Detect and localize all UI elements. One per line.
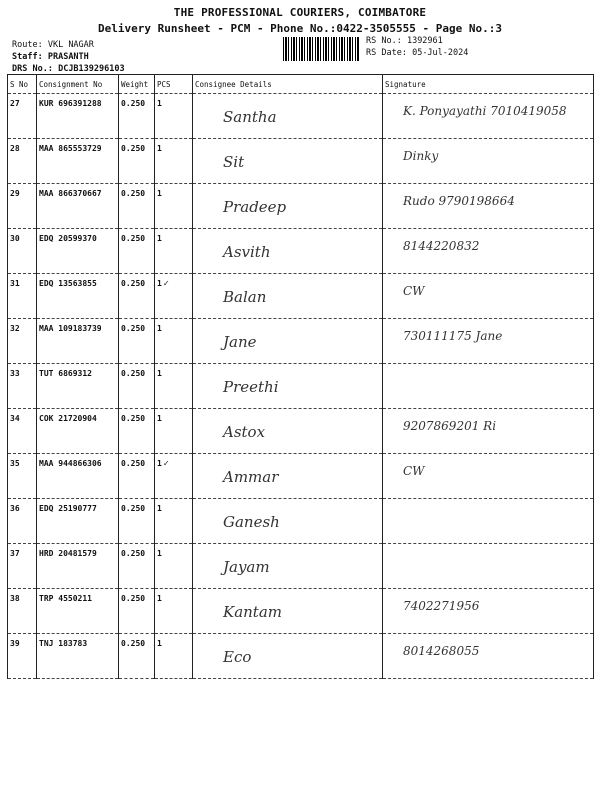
row-pcs xyxy=(155,319,193,364)
signature-handwriting: 8014268055 xyxy=(403,644,480,658)
pcs-value: 1 xyxy=(157,99,162,108)
row-consignee xyxy=(193,454,383,499)
row-sno: 29 xyxy=(8,184,37,229)
row-sno: 30 xyxy=(8,229,37,274)
signature-handwriting: Rudo 9790198664 xyxy=(403,194,515,208)
row-signature xyxy=(383,544,594,589)
row-signature xyxy=(383,274,594,319)
table-row xyxy=(8,454,594,499)
pcs-value: 1 xyxy=(157,279,162,288)
col-consignment: Consignment No xyxy=(37,75,119,94)
row-signature xyxy=(383,364,594,409)
row-sno: 28 xyxy=(8,139,37,184)
row-weight: 0.250 xyxy=(119,409,155,454)
signature-handwriting: 8144220832 xyxy=(403,239,480,253)
pcs-value: 1 xyxy=(157,414,162,423)
pcs-value: 1 xyxy=(157,369,162,378)
row-consignee xyxy=(193,139,383,184)
row-weight: 0.250 xyxy=(119,589,155,634)
row-pcs xyxy=(155,634,193,679)
table-row xyxy=(8,409,594,454)
check-mark-icon: ✓ xyxy=(162,279,170,288)
row-signature xyxy=(383,94,594,139)
row-pcs xyxy=(155,94,193,139)
consignee-handwriting: Jane xyxy=(223,333,257,351)
consignee-handwriting: Balan xyxy=(223,288,267,306)
drs-label: DRS No.: xyxy=(12,64,53,74)
row-consignment-no: MAA 865553729 xyxy=(37,139,119,184)
row-pcs xyxy=(155,184,193,229)
row-pcs xyxy=(155,229,193,274)
row-consignee xyxy=(193,544,383,589)
row-weight: 0.250 xyxy=(119,544,155,589)
row-weight: 0.250 xyxy=(119,634,155,679)
row-consignment-no: MAA 866370667 xyxy=(37,184,119,229)
table-row xyxy=(8,589,594,634)
check-mark-icon: ✓ xyxy=(162,459,170,468)
row-pcs xyxy=(155,364,193,409)
pcs-value: 1 xyxy=(157,144,162,153)
row-signature xyxy=(383,499,594,544)
table-row xyxy=(8,634,594,679)
row-consignment-no: KUR 696391288 xyxy=(37,94,119,139)
pcs-value: 1 xyxy=(157,324,162,333)
row-consignment-no: EDQ 20599370 xyxy=(37,229,119,274)
row-sno: 35 xyxy=(8,454,37,499)
row-consignment-no: TRP 4550211 xyxy=(37,589,119,634)
table-row xyxy=(8,364,594,409)
consignee-handwriting: Pradeep xyxy=(223,198,287,216)
table-row xyxy=(8,499,594,544)
row-signature xyxy=(383,634,594,679)
row-weight: 0.250 xyxy=(119,94,155,139)
row-weight: 0.250 xyxy=(119,229,155,274)
pcs-value: 1 xyxy=(157,459,162,468)
staff-row xyxy=(12,52,89,62)
row-pcs xyxy=(155,544,193,589)
row-weight: 0.250 xyxy=(119,499,155,544)
row-pcs xyxy=(155,499,193,544)
row-consignee xyxy=(193,319,383,364)
staff-value: PRASANTH xyxy=(47,52,89,62)
row-consignment-no: COK 21720904 xyxy=(37,409,119,454)
pcs-value: 1 xyxy=(157,549,162,558)
consignee-handwriting: Ganesh xyxy=(223,513,280,531)
row-consignment-no: MAA 109183739 xyxy=(37,319,119,364)
row-weight: 0.250 xyxy=(119,319,155,364)
row-weight: 0.250 xyxy=(119,364,155,409)
page-subtitle: Delivery Runsheet - PCM - Phone No.:0422-3505555 - Page No.:3 xyxy=(98,22,502,35)
pcs-value: 1 xyxy=(157,504,162,513)
row-consignee xyxy=(193,364,383,409)
col-weight: Weight xyxy=(119,75,155,94)
header-row xyxy=(8,75,594,94)
row-consignee xyxy=(193,499,383,544)
row-signature xyxy=(383,409,594,454)
table-row xyxy=(8,184,594,229)
signature-handwriting: CW xyxy=(403,464,425,478)
runsheet-table xyxy=(7,74,594,679)
row-consignee xyxy=(193,634,383,679)
col-sno: S No xyxy=(8,75,37,94)
row-consignment-no: MAA 944866306 xyxy=(37,454,119,499)
route-row xyxy=(12,40,94,50)
pcs-value: 1 xyxy=(157,189,162,198)
consignee-handwriting: Ammar xyxy=(223,468,279,486)
table-body xyxy=(8,94,594,679)
consignee-handwriting: Santha xyxy=(223,108,277,126)
page-title: THE PROFESSIONAL COURIERS, COIMBATORE xyxy=(173,6,427,19)
consignee-handwriting: Kantam xyxy=(223,603,283,621)
row-signature xyxy=(383,589,594,634)
table-row xyxy=(8,544,594,589)
route-value: VKL NAGAR xyxy=(47,40,94,50)
row-pcs xyxy=(155,589,193,634)
table-header xyxy=(8,75,594,94)
row-sno: 33 xyxy=(8,364,37,409)
consignee-handwriting: Astox xyxy=(223,423,266,441)
row-consignee xyxy=(193,409,383,454)
row-signature xyxy=(383,319,594,364)
consignee-handwriting: Jayam xyxy=(223,558,270,576)
signature-handwriting: 730111175 Jane xyxy=(403,329,503,343)
rs-date-row xyxy=(366,48,468,58)
col-signature: Signature xyxy=(383,75,594,94)
row-consignee xyxy=(193,94,383,139)
row-consignee xyxy=(193,589,383,634)
row-sno: 37 xyxy=(8,544,37,589)
row-sno: 39 xyxy=(8,634,37,679)
row-weight: 0.250 xyxy=(119,454,155,499)
row-consignment-no: TUT 6869312 xyxy=(37,364,119,409)
row-consignment-no: TNJ 183783 xyxy=(37,634,119,679)
row-consignment-no: HRD 20481579 xyxy=(37,544,119,589)
rs-date-value: 05-Jul-2024 xyxy=(412,48,469,58)
row-pcs xyxy=(155,454,193,499)
row-sno: 32 xyxy=(8,319,37,364)
row-pcs xyxy=(155,409,193,454)
table-row xyxy=(8,139,594,184)
signature-handwriting: CW xyxy=(403,284,425,298)
table-row xyxy=(8,229,594,274)
row-weight: 0.250 xyxy=(119,139,155,184)
row-sno: 38 xyxy=(8,589,37,634)
pcs-value: 1 xyxy=(157,234,162,243)
rs-no-label: RS No.: xyxy=(366,36,402,46)
row-pcs xyxy=(155,274,193,319)
row-pcs xyxy=(155,139,193,184)
row-weight: 0.250 xyxy=(119,184,155,229)
row-consignee xyxy=(193,184,383,229)
signature-handwriting: Dinky xyxy=(403,149,439,163)
row-weight: 0.250 xyxy=(119,274,155,319)
consignee-handwriting: Asvith xyxy=(223,243,271,261)
row-signature xyxy=(383,139,594,184)
row-signature xyxy=(383,229,594,274)
route-label: Route: xyxy=(12,40,43,50)
table-row xyxy=(8,94,594,139)
consignee-handwriting: Preethi xyxy=(223,378,279,396)
row-consignee xyxy=(193,274,383,319)
rs-date-label: RS Date: xyxy=(366,48,407,58)
row-sno: 27 xyxy=(8,94,37,139)
signature-handwriting: K. Ponyayathi 7010419058 xyxy=(403,104,567,118)
row-signature xyxy=(383,454,594,499)
row-sno: 36 xyxy=(8,499,37,544)
drs-value: DCJB139296103 xyxy=(58,64,125,74)
rs-no-value: 1392961 xyxy=(406,36,443,46)
table-row xyxy=(8,274,594,319)
row-consignee xyxy=(193,229,383,274)
consignee-handwriting: Eco xyxy=(223,648,252,666)
staff-label: Staff: xyxy=(12,52,43,62)
barcode-image xyxy=(283,37,359,61)
signature-handwriting: 9207869201 Ri xyxy=(403,419,497,433)
signature-handwriting: 7402271956 xyxy=(403,599,480,613)
drs-row xyxy=(12,64,125,74)
rs-no-row xyxy=(366,36,443,46)
row-sno: 31 xyxy=(8,274,37,319)
row-sno: 34 xyxy=(8,409,37,454)
consignee-handwriting: Sit xyxy=(223,153,245,171)
row-consignment-no: EDQ 13563855 xyxy=(37,274,119,319)
row-signature xyxy=(383,184,594,229)
pcs-value: 1 xyxy=(157,639,162,648)
row-consignment-no: EDQ 25190777 xyxy=(37,499,119,544)
table-row xyxy=(8,319,594,364)
pcs-value: 1 xyxy=(157,594,162,603)
col-consignee: Consignee Details xyxy=(193,75,383,94)
col-pcs: PCS xyxy=(155,75,193,94)
